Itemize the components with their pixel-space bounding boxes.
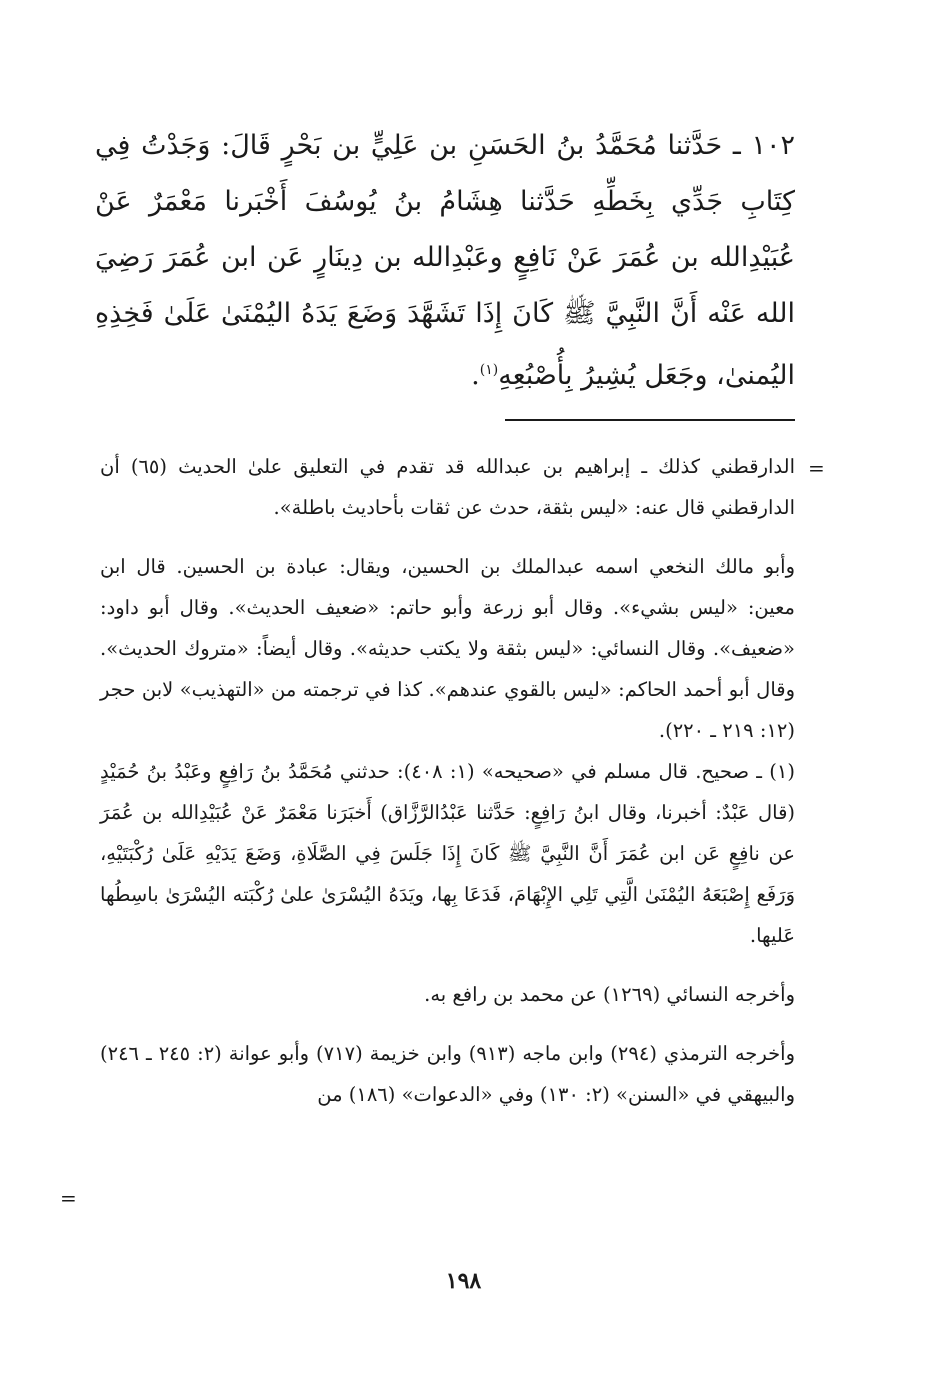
continuation-mark-top: = [808,456,825,480]
hadith-paragraph [95,118,795,404]
footnote-paragraph: (١) ـ صحيح. قال مسلم في «صحيحه» (١: ٤٠٨): حدثني مُحَمَّدُ بنُ رَافِعٍ وعَبْدُ بنُ حُمَيْدٍ (قال عَبْدٌ: أخبرنا، وقال ابنُ رَافِعٍ: حَدَّثنا عَبْدُالرَّزَّاق) أَخبَرَنا مَعْمَرٌ عَنْ عُبَيْدِالله بن عُمَرَ عن نافِعٍ عَن ابن عُمَرَ أَنَّ النَّبِيَّ ﷺ كَانَ إِذَا جَلَسَ فِي الصَّلَاةِ، وَضَعَ يَدَيْهِ عَلَىٰ رُكْبَتَيْهِ، وَرَفَع إِصْبَعَهُ اليُمْنَىٰ الَّتِي تَلِي الإِبْهَامَ، فَدَعَا بِها، ويَدَهُ اليُسْرَىٰ علىٰ رُكْبَته اليُسْرَىٰ باسِطُها عَليها. [100,760,796,947]
hadith-end: . [471,360,480,391]
page-number: ١٩٨ [445,1268,482,1294]
main-hadith-text [95,118,795,404]
footnote-paragraph: وأخرجه النسائي (١٢٦٩) عن محمد بن رافع به. [424,983,795,1006]
footnote-paragraph: الدارقطني كذلك ـ إبراهيم بن عبدالله قد تقدم في التعليق علىٰ الحديث (٦٥) أن الدارقطني قال عنه: «ليس بثقة، حدث عن ثقات بأحاديث باطلة». [100,455,796,519]
hadith-body: ١٠٢ ـ حَدَّثنا مُحَمَّدُ بنُ الحَسَنِ بن عَلِيٍّ بن بَحْرٍ قَالَ: وَجَدْتُ فِي كِتَابِ جَدِّي بِخَطِّهِ حَدَّثنا هِشَامُ بنُ يُوسُفَ أَخْبَرنا مَعْمَرٌ عَنْ عُبَيْدِالله بن عُمَرَ عَنْ نَافِعٍ وعَبْدِالله بن دِينَارٍ عَن ابن عُمَرَ رَضِيَ الله عَنْه أَنَّ النَّبِيَّ ﷺ كَانَ إِذَا تَشَهَّدَ وَضَعَ يَدَهُ اليُمْنَىٰ عَلَىٰ فَخِذِهِ اليُمنىٰ، وجَعَل يُشِيرُ بِأُصْبُعِهِ [95,130,795,391]
footnote-paragraph: وأخرجه الترمذي (٢٩٤) وابن ماجه (٩١٣) وابن خزيمة (٧١٧) وأبو عوانة (٢: ٢٤٥ ـ ٢٤٦) والبيهقي في «السنن» (٢: ١٣٠) وفي «الدعوات» (١٨٦) من [100,1042,795,1106]
footnote-separator [505,419,795,421]
footnote-ref: (١) [479,362,499,378]
footnotes-section [100,446,795,1115]
continuation-mark-bottom: = [60,1186,77,1210]
footnote-paragraph: وأبو مالك النخعي اسمه عبدالملك بن الحسين، ويقال: عبادة بن الحسين. قال ابن معين: «ليس بشيء». وقال أبو زرعة وأبو حاتم: «ضعيف الحديث». وقال أبو داود: «ضعيف». وقال النسائي: «ليس بثقة ولا يكتب حديثه». وقال أيضاً: «متروك الحديث». وقال أبو أحمد الحاكم: «ليس بالقوي عندهم». كذا في ترجمته من «التهذيب» لابن حجر (١٢: ٢١٩ ـ ٢٢٠). [100,555,795,742]
